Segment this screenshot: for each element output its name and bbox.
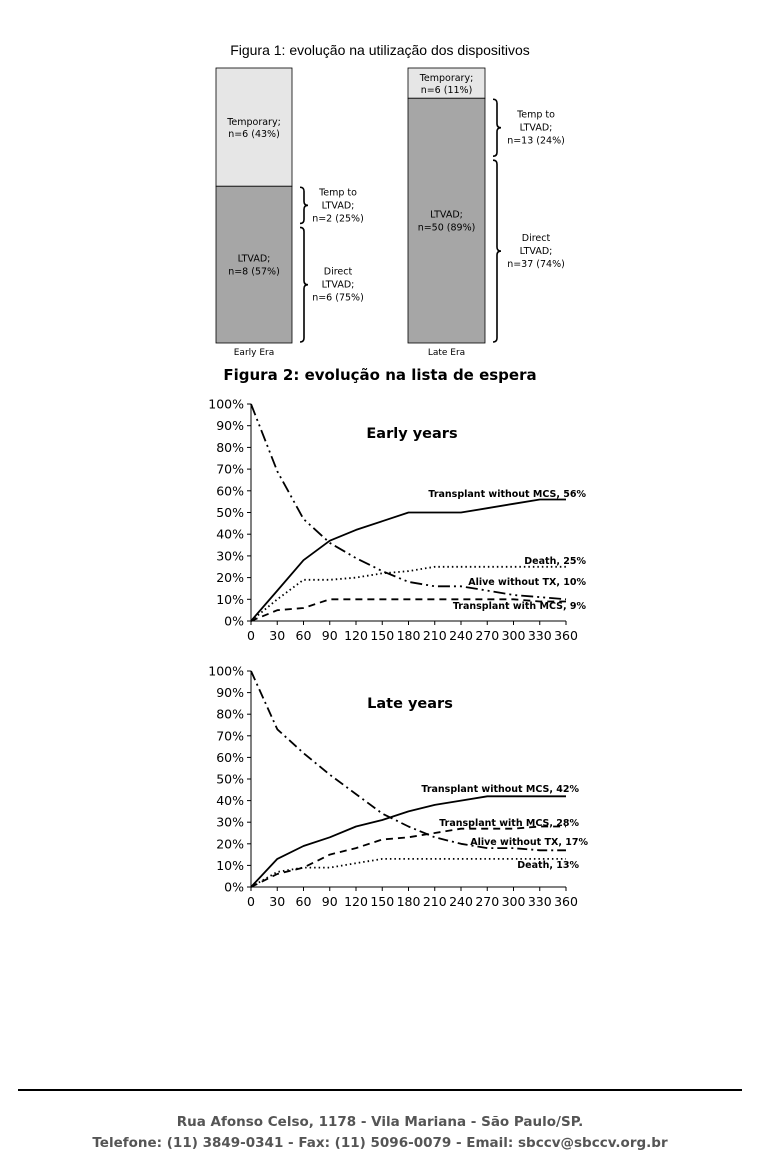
figure2-early-chart [0,390,760,655]
y-tick-label: 20% [216,836,244,852]
y-tick-label: 50% [216,771,244,787]
y-tick-label: 30% [216,814,244,830]
y-tick-label: 40% [216,793,244,809]
y-tick-label: 40% [216,526,244,542]
series-label: Transplant with MCS, 28% [439,818,579,829]
early-ltvad-label: LTVAD; [237,253,271,265]
late-ltvad-segment [408,98,485,343]
early-ltvad-segment [216,186,292,343]
late-era-label: Late Era [427,348,466,358]
late-direct-ltvad-label: LTVAD; [519,246,553,258]
x-tick-label: 0 [247,628,255,643]
x-tick-label: 120 [344,628,368,643]
y-tick-label: 60% [216,483,244,499]
early-temp-to-ltvad-label: n=2 (25%) [312,213,364,225]
figure1-chart [0,0,760,365]
y-tick-label: 10% [216,857,244,873]
late-temp-to-ltvad-label: LTVAD; [519,122,553,134]
early-temporary-label: Temporary; [227,117,281,129]
y-tick-label: 0% [224,613,244,629]
y-tick-label: 70% [216,461,244,477]
y-tick-label: 90% [216,418,244,434]
x-tick-label: 30 [269,628,286,643]
x-tick-label: 300 [501,894,526,909]
x-tick-label: 180 [396,628,421,643]
x-tick-label: 0 [247,894,255,909]
early-direct-ltvad-label: LTVAD; [321,279,355,291]
y-tick-label: 20% [216,570,244,586]
late-direct-ltvad-label: Direct [521,233,551,245]
x-tick-label: 90 [321,628,338,643]
x-tick-label: 330 [527,894,552,909]
late-temp-to-ltvad-brace [493,99,501,156]
x-tick-label: 30 [269,894,286,909]
x-tick-label: 150 [370,894,395,909]
y-tick-label: 30% [216,548,244,564]
figure2-late-chart [0,660,760,920]
early-direct-ltvad-label: Direct [323,266,353,278]
x-tick-label: 180 [396,894,421,909]
x-tick-label: 60 [295,628,312,643]
chart-title: Late years [367,696,453,712]
footer-address: Rua Afonso Celso, 1178 - Vila Mariana - São Paulo/SP. [176,1114,584,1130]
late-ltvad-value: n=50 (89%) [417,222,476,234]
chart-title: Early years [366,426,458,442]
series-line-death [251,567,566,621]
early-temp-to-ltvad-brace [300,187,308,223]
y-tick-label: 60% [216,749,244,765]
x-tick-label: 120 [344,894,368,909]
series-label: Alive without TX, 17% [470,837,588,848]
series-line-transplant-with-mcs [251,827,566,888]
late-temp-to-ltvad-label: Temp to [517,109,555,121]
footer-contact: Telefone: (11) 3849-0341 - Fax: (11) 5096-0079 - Email: sbccv@sbccv.org.br [92,1135,668,1151]
x-tick-label: 90 [321,894,338,909]
late-temporary-label: Temporary; [419,73,474,85]
series-label: Transplant without MCS, 56% [428,489,586,500]
late-direct-ltvad-brace [493,160,501,342]
x-tick-label: 60 [295,894,312,909]
series-label: Death, 25% [524,556,586,567]
series-label: Transplant without MCS, 42% [421,784,579,795]
x-tick-label: 240 [449,628,473,643]
x-tick-label: 270 [475,628,500,643]
series-label: Transplant with MCS, 9% [452,601,586,612]
y-tick-label: 100% [208,396,244,412]
x-tick-label: 300 [501,628,526,643]
x-tick-label: 360 [554,894,578,909]
early-direct-ltvad-label: n=6 (75%) [312,292,364,304]
early-temp-to-ltvad-label: Temp to [319,187,357,199]
x-tick-label: 330 [527,628,552,643]
late-direct-ltvad-label: n=37 (74%) [507,259,565,271]
x-tick-label: 150 [370,628,395,643]
early-direct-ltvad-brace [300,227,308,342]
y-tick-label: 100% [208,663,244,679]
x-tick-label: 270 [475,894,500,909]
y-tick-label: 0% [224,879,244,895]
late-ltvad-label: LTVAD; [430,209,463,221]
x-tick-label: 240 [449,894,473,909]
y-tick-label: 80% [216,439,244,455]
figure2-title: Figura 2: evolução na lista de espera [223,366,537,384]
series-label: Alive without TX, 10% [468,577,586,588]
footer-divider [18,1089,742,1091]
early-temp-to-ltvad-label: LTVAD; [321,200,355,212]
x-tick-label: 210 [422,894,447,909]
y-tick-label: 50% [216,505,244,520]
y-tick-label: 80% [216,706,244,722]
y-tick-label: 90% [216,685,244,701]
x-tick-label: 360 [554,628,578,643]
y-tick-label: 70% [216,728,244,744]
early-temporary-value: n=6 (43%) [228,129,280,141]
series-label: Death, 13% [517,860,579,871]
y-tick-label: 10% [216,591,244,607]
early-ltvad-value: n=8 (57%) [228,266,280,278]
x-tick-label: 210 [422,628,447,643]
late-temp-to-ltvad-label: n=13 (24%) [507,135,565,147]
figure1-title: Figura 1: evolução na utilização dos dispositivos [230,42,530,58]
late-temporary-value: n=6 (11%) [420,85,473,97]
early-era-label: Early Era [233,348,275,358]
